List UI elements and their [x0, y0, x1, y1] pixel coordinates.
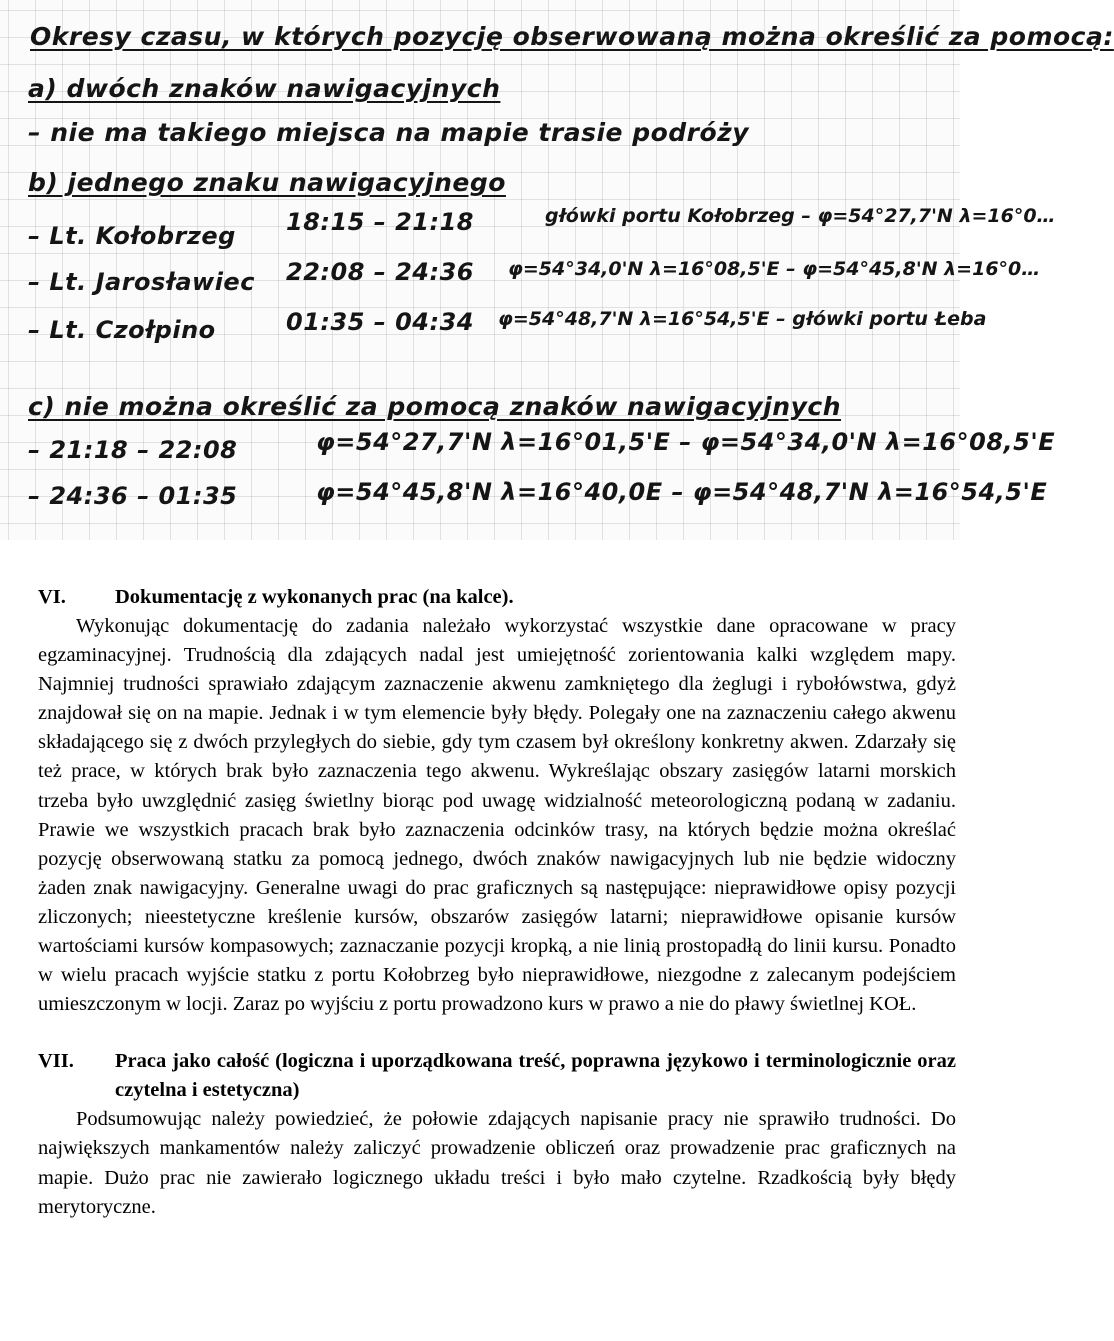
section-vii [38, 1047, 956, 1221]
note-c-time: – 24:36 – 01:35 [28, 482, 238, 510]
note-row-name: – Lt. Kołobrzeg [28, 222, 236, 250]
section-number: VI. [38, 586, 66, 608]
section-number: VII. [38, 1050, 74, 1073]
section-title: Dokumentację z wykonanych prac (na kalce). [115, 586, 514, 608]
note-row-time: 01:35 – 04:34 [286, 308, 474, 336]
note-c-label: c) nie można określić za pomocą znaków nawigacyjnych [28, 392, 841, 421]
note-row-name: – Lt. Czołpino [28, 316, 216, 344]
section-title: Praca jako całość (logiczna i uporządkowana treść, poprawna językowo i terminologicznie oraz czytelna i estetyczna) [115, 1050, 956, 1102]
document-body [38, 583, 956, 1222]
note-row-coords: główki portu Kołobrzeg – φ=54°27,7'N λ=16°0… [545, 205, 1056, 227]
note-b-label: b) jednego znaku nawigacyjnego [28, 168, 506, 197]
note-c-coords: φ=54°27,7'N λ=16°01,5'E – φ=54°34,0'N λ=16°08,5'E [316, 428, 1056, 456]
note-a-label: a) dwóch znaków nawigacyjnych [28, 74, 501, 103]
section-paragraph: Podsumowując należy powiedzieć, że połowie zdających napisanie pracy nie sprawiło trudności. Do największych mankamentów należy zaliczyć prowadzenie obliczeń oraz prowadzenie prac graficznych na mapie. Dużo prac nie zawierało logicznego układu treści i było mało czytelne. Rzadkością były błędy merytoryczne. [38, 1108, 956, 1218]
note-title: Okresy czasu, w których pozycję obserwowaną można określić za pomocą: [30, 22, 1114, 51]
section-heading [38, 1047, 956, 1105]
note-row-coords: φ=54°48,7'N λ=16°54,5'E – główki portu Łeba [498, 308, 987, 330]
section-paragraph: Wykonując dokumentację do zadania należało wykorzystać wszystkie dane opracowane w pracy egzaminacyjnej. Trudnością dla zdających nadal jest umiejętność zorientowania kalki względem mapy. Najmniej trudności sprawiało zdającym zaznaczenie akwenu zamkniętego dla żeglugi i rybołówstwa, gdyż znajdował się on na mapie. Jednak i w tym elemencie były błędy. Polegały one na zaznaczeniu całego akwenu składającego się z dwóch przyległych do siebie, gdy tym czasem był określony konkretny akwen. Zdarzały się też prace, w których brak było zaznaczenia tego akwenu. Wykreślając obszary zasięgów latarni morskich trzeba było uwzględnić zasięg świetlny biorąc pod uwagę widzialność meteorologiczną podaną w zadaniu. Prawie we wszystkich pracach brak było zaznaczenia odcinków trasy, na których będzie można określać pozycję obserwowaną statku za pomocą jednego, dwóch znaków nawigacyjnych lub nie będzie widoczny żaden znak nawigacyjny. Generalne uwagi do prac graficznych są następujące: nieprawidłowe opisy pozycji zliczonych; nieestetyczne kreślenie kursów, obszarów zasięgów latarni; nieprawidłowe opisanie kursów wartościami kursów kompasowych; zaznaczanie pozycji kropką, a nie linią prostopadłą do linii kursu. Ponadto w wielu pracach wyjście statku z portu Kołobrzeg było nieprawidłowe, niezgodne z zalecanym podejściem umieszczonym w locji. Zaraz po wyjściu z portu prowadzono kurs w prawo a nie do pławy świetlnej KOŁ. [38, 615, 956, 1016]
note-c-coords: φ=54°45,8'N λ=16°40,0E – φ=54°48,7'N λ=16°54,5'E [316, 478, 1048, 506]
section-heading [38, 583, 956, 612]
note-row-coords: φ=54°34,0'N λ=16°08,5'E – φ=54°45,8'N λ=16°0… [508, 258, 1041, 280]
section-vi [38, 583, 956, 1019]
note-row-time: 22:08 – 24:36 [286, 258, 474, 286]
handwritten-note-scan [0, 0, 1114, 540]
note-a-line: – nie ma takiego miejsca na mapie trasie podróży [28, 118, 750, 147]
note-row-time: 18:15 – 21:18 [286, 208, 474, 236]
note-c-time: – 21:18 – 22:08 [28, 436, 238, 464]
note-row-name: – Lt. Jarosławiec [28, 268, 255, 296]
